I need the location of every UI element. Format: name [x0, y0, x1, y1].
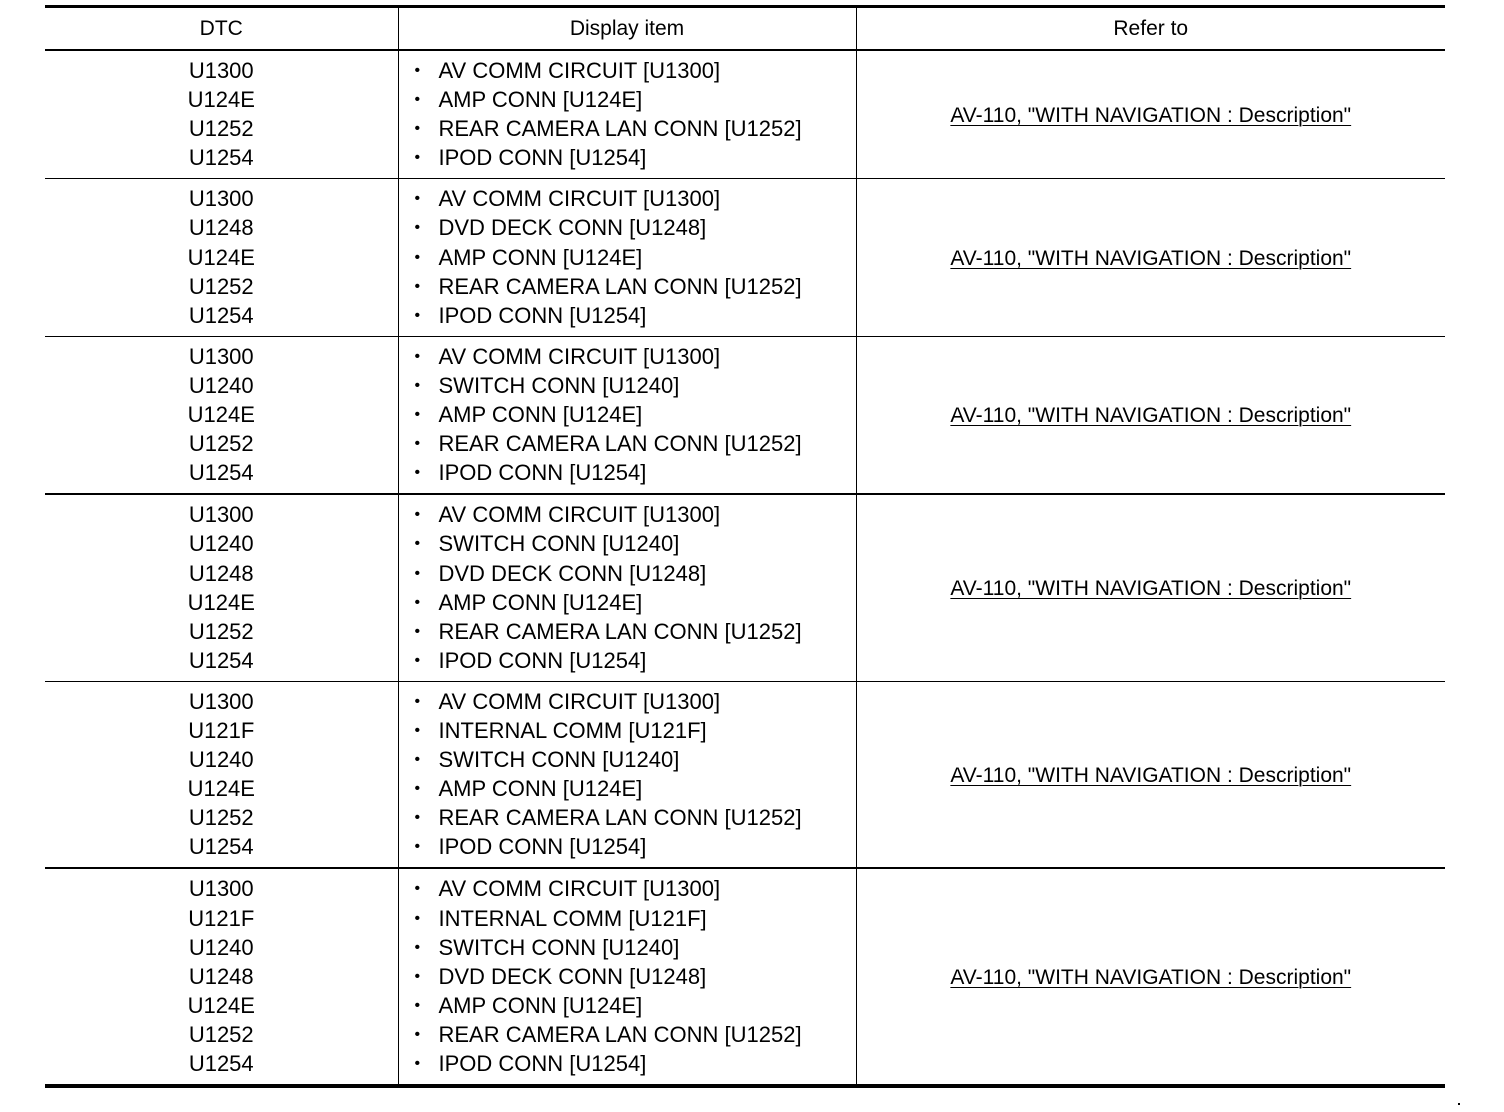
dtc-code-list — [45, 342, 398, 487]
dtc-code-list — [45, 56, 398, 172]
display-item: • SWITCH CONN [U1240] — [413, 745, 856, 774]
display-item-list — [413, 342, 856, 487]
dtc-code: U1240 — [188, 531, 254, 557]
display-item: • IPOD CONN [U1254] — [413, 646, 856, 675]
dtc-code: U1300 — [188, 502, 254, 528]
display-item-list — [413, 874, 856, 1078]
display-item: • AV COMM CIRCUIT [U1300] — [413, 500, 856, 529]
refer-to-link[interactable]: AV-110, "WITH NAVIGATION : Description" — [950, 404, 1352, 428]
display-item: • AMP CONN [U124E] — [413, 774, 856, 803]
display-item: • DVD DECK CONN [U1248] — [413, 559, 856, 588]
dtc-code: U1254 — [188, 834, 254, 860]
display-item: • DVD DECK CONN [U1248] — [413, 213, 856, 242]
display-item-list — [413, 687, 856, 862]
display-item: • IPOD CONN [U1254] — [413, 832, 856, 861]
dtc-code: U124E — [187, 87, 255, 113]
dtc-cell — [45, 179, 398, 336]
refer-to-cell — [856, 494, 1445, 681]
display-item: • AV COMM CIRCUIT [U1300] — [413, 342, 856, 371]
dtc-code: U1248 — [188, 215, 254, 241]
dtc-code-list — [45, 184, 398, 329]
dtc-code: U124E — [187, 244, 255, 270]
display-item: • AV COMM CIRCUIT [U1300] — [413, 184, 856, 213]
display-item-list — [413, 500, 856, 675]
refer-to-link[interactable]: AV-110, "WITH NAVIGATION : Description" — [950, 965, 1352, 989]
display-item: • REAR CAMERA LAN CONN [U1252] — [413, 272, 856, 301]
dtc-code: U121F — [188, 905, 255, 931]
header-row — [45, 7, 1445, 51]
dtc-code-list — [45, 874, 398, 1078]
refer-to-link[interactable]: AV-110, "WITH NAVIGATION : Description" — [950, 577, 1352, 601]
table-row — [45, 494, 1445, 681]
refer-to-link[interactable]: AV-110, "WITH NAVIGATION : Description" — [950, 103, 1352, 127]
dtc-code: U1240 — [188, 372, 254, 398]
display-item: • AMP CONN [U124E] — [413, 588, 856, 617]
display-item: • INTERNAL COMM [U121F] — [413, 904, 856, 933]
display-item: • AMP CONN [U124E] — [413, 85, 856, 114]
dtc-code: U1300 — [188, 186, 254, 212]
table-row — [45, 336, 1445, 494]
dtc-cell — [45, 868, 398, 1086]
display-item-cell — [398, 681, 856, 868]
display-item: • AV COMM CIRCUIT [U1300] — [413, 874, 856, 903]
dtc-code: U1252 — [188, 805, 254, 831]
table-row — [45, 179, 1445, 336]
display-item: • IPOD CONN [U1254] — [413, 1049, 856, 1078]
display-item: • SWITCH CONN [U1240] — [413, 371, 856, 400]
display-item: • AMP CONN [U124E] — [413, 991, 856, 1020]
display-item: • AMP CONN [U124E] — [413, 400, 856, 429]
dtc-code: U1252 — [188, 618, 254, 644]
dtc-code: U1252 — [188, 116, 254, 142]
refer-to-link[interactable]: AV-110, "WITH NAVIGATION : Description" — [950, 246, 1352, 270]
dtc-code: U124E — [187, 402, 255, 428]
dtc-code: U1248 — [188, 560, 254, 586]
table-row — [45, 681, 1445, 868]
stray-dot — [1458, 1103, 1460, 1105]
table-body — [45, 50, 1445, 1086]
display-item: • INTERNAL COMM [U121F] — [413, 716, 856, 745]
refer-to-cell — [856, 336, 1445, 494]
dtc-cell — [45, 336, 398, 494]
display-item: • DVD DECK CONN [U1248] — [413, 962, 856, 991]
dtc-code: U1240 — [188, 934, 254, 960]
display-item: • AV COMM CIRCUIT [U1300] — [413, 687, 856, 716]
dtc-code: U1248 — [188, 963, 254, 989]
dtc-code: U1254 — [188, 302, 254, 328]
dtc-code: U1252 — [188, 1021, 254, 1047]
dtc-code: U1300 — [188, 876, 254, 902]
header-dtc: DTC — [45, 7, 398, 51]
dtc-code: U121F — [188, 717, 255, 743]
display-item: • REAR CAMERA LAN CONN [U1252] — [413, 114, 856, 143]
dtc-code: U1254 — [188, 647, 254, 673]
dtc-code: U1300 — [188, 58, 254, 83]
dtc-cell — [45, 681, 398, 868]
display-item-list — [413, 184, 856, 329]
dtc-code: U124E — [187, 992, 255, 1018]
dtc-code: U1252 — [188, 273, 254, 299]
refer-to-cell — [856, 868, 1445, 1086]
table-row — [45, 50, 1445, 179]
dtc-cell — [45, 50, 398, 179]
dtc-code: U1300 — [188, 343, 254, 369]
dtc-code: U1254 — [188, 145, 254, 171]
display-item: • REAR CAMERA LAN CONN [U1252] — [413, 617, 856, 646]
display-item-list — [413, 56, 856, 172]
dtc-table — [45, 5, 1445, 1088]
table-row — [45, 868, 1445, 1086]
dtc-code: U1254 — [188, 460, 254, 486]
display-item-cell — [398, 494, 856, 681]
dtc-code: U1240 — [188, 747, 254, 773]
display-item-cell — [398, 179, 856, 336]
dtc-code: U124E — [187, 776, 255, 802]
refer-to-cell — [856, 50, 1445, 179]
display-item: • AV COMM CIRCUIT [U1300] — [413, 56, 856, 85]
refer-to-cell — [856, 681, 1445, 868]
header-refer-to: Refer to — [856, 7, 1445, 51]
dtc-code: U1254 — [188, 1051, 254, 1076]
display-item: • REAR CAMERA LAN CONN [U1252] — [413, 1020, 856, 1049]
display-item: • REAR CAMERA LAN CONN [U1252] — [413, 429, 856, 458]
header-display-item: Display item — [398, 7, 856, 51]
display-item: • SWITCH CONN [U1240] — [413, 933, 856, 962]
refer-to-cell — [856, 179, 1445, 336]
dtc-code-list — [45, 687, 398, 862]
display-item-cell — [398, 50, 856, 179]
display-item: • SWITCH CONN [U1240] — [413, 529, 856, 558]
display-item: • IPOD CONN [U1254] — [413, 143, 856, 172]
dtc-code-list — [45, 500, 398, 675]
dtc-code: U1252 — [188, 431, 254, 457]
table-header — [45, 7, 1445, 51]
display-item-cell — [398, 336, 856, 494]
display-item: • IPOD CONN [U1254] — [413, 301, 856, 330]
display-item: • IPOD CONN [U1254] — [413, 458, 856, 487]
dtc-code: U124E — [187, 589, 255, 615]
dtc-cell — [45, 494, 398, 681]
display-item: • AMP CONN [U124E] — [413, 243, 856, 272]
dtc-code: U1300 — [188, 688, 254, 714]
display-item-cell — [398, 868, 856, 1086]
display-item: • REAR CAMERA LAN CONN [U1252] — [413, 803, 856, 832]
refer-to-link[interactable]: AV-110, "WITH NAVIGATION : Description" — [950, 763, 1352, 787]
